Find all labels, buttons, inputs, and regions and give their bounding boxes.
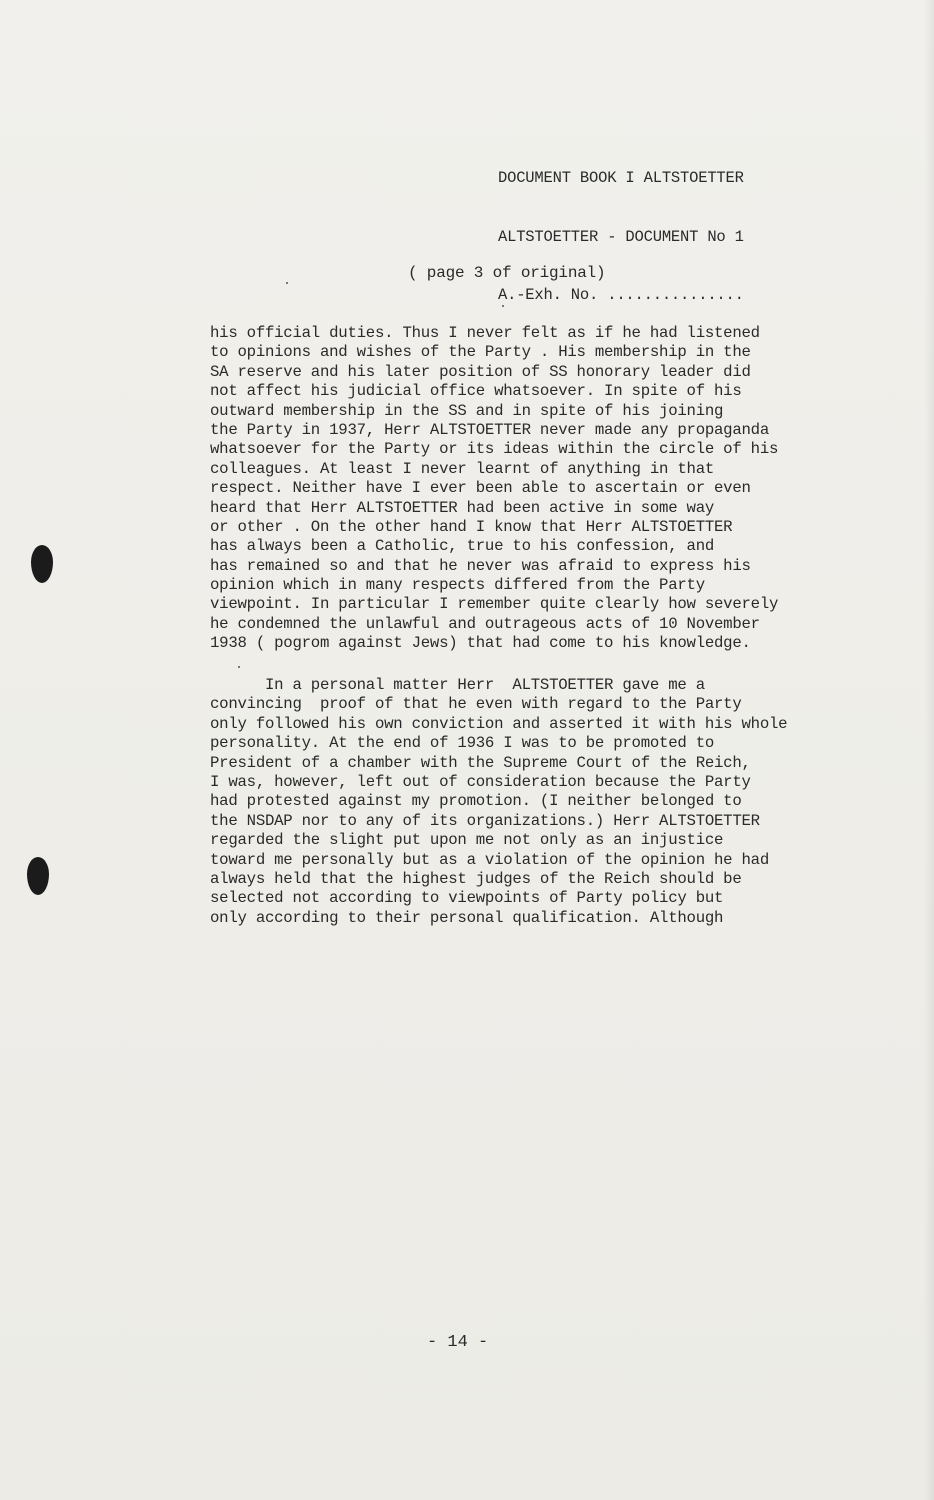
document-header <box>498 130 744 345</box>
text-line: has always been a Catholic, true to his confession, and <box>210 537 715 556</box>
text-line: In a personal matter Herr ALTSTOETTER gave me a <box>210 676 705 694</box>
text-line: whatsoever for the Party or its ideas within the circle of his <box>210 440 779 459</box>
text-line: 1938 ( pogrom against Jews) that had come to his knowledge. <box>210 634 751 653</box>
text-line: President of a chamber with the Supreme Court of the Reich, <box>210 753 751 772</box>
text-line: or other . On the other hand I know that Herr ALTSTOETTER <box>210 517 733 536</box>
text-line: respect. Neither have I ever been able to ascertain or even <box>210 479 751 498</box>
text-line: only according to their personal qualification. Although <box>210 908 724 927</box>
speck-mark <box>238 666 240 668</box>
paragraph-2 <box>210 676 787 928</box>
text-line: viewpoint. In particular I remember quite clearly how severely <box>210 595 779 614</box>
text-line: selected not according to viewpoints of Party policy but <box>210 889 724 908</box>
text-line: SA reserve and his later position of SS honorary leader did <box>210 362 751 381</box>
punch-hole <box>31 545 53 583</box>
text-line: had protested against my promotion. (I neither belonged to <box>210 792 742 811</box>
page-edge-shadow <box>924 0 934 1500</box>
text-line: colleagues. At least I never learnt of anything in that <box>210 459 715 478</box>
header-line-2: ALTSTOETTER - DOCUMENT No 1 <box>498 227 744 246</box>
text-line: toward me personally but as a violation of the opinion he had <box>210 850 770 869</box>
punch-hole <box>27 857 49 895</box>
text-line: outward membership in the SS and in spite of his joining <box>210 401 724 420</box>
speck-mark <box>286 282 288 284</box>
page-number: - 14 - <box>427 1333 489 1352</box>
speck-mark <box>502 305 504 307</box>
text-line: the Party in 1937, Herr ALTSTOETTER never made any propaganda <box>210 420 770 439</box>
text-line: has remained so and that he never was afraid to express his <box>210 556 751 575</box>
paragraph-1 <box>210 324 778 654</box>
page-reference: ( page 3 of original) <box>408 264 606 282</box>
text-line: not affect his judicial office whatsoever. In spite of his <box>210 382 742 401</box>
text-line: heard that Herr ALTSTOETTER had been active in some way <box>210 498 715 517</box>
text-line: always held that the highest judges of the Reich should be <box>210 869 742 888</box>
header-line-1: DOCUMENT BOOK I ALTSTOETTER <box>498 169 744 187</box>
text-line: regarded the slight put upon me not only as an injustice <box>210 831 724 850</box>
text-line: only followed his own conviction and asserted it with his whole <box>210 714 788 733</box>
text-line: the NSDAP nor to any of its organizations.) Herr ALTSTOETTER <box>210 811 760 830</box>
text-line: opinion which in many respects differed from the Party <box>210 576 705 595</box>
text-line: he condemned the unlawful and outrageous acts of 10 November <box>210 614 760 633</box>
text-line: I was, however, left out of consideration because the Party <box>210 772 751 791</box>
header-line-3: A.-Exh. No. ............... <box>498 286 744 304</box>
text-line: to opinions and wishes of the Party . His membership in the <box>210 343 751 362</box>
text-line: his official duties. Thus I never felt as if he had listened <box>210 324 760 342</box>
text-line: convincing proof of that he even with regard to the Party <box>210 695 742 714</box>
text-line: personality. At the end of 1936 I was to be promoted to <box>210 734 715 753</box>
